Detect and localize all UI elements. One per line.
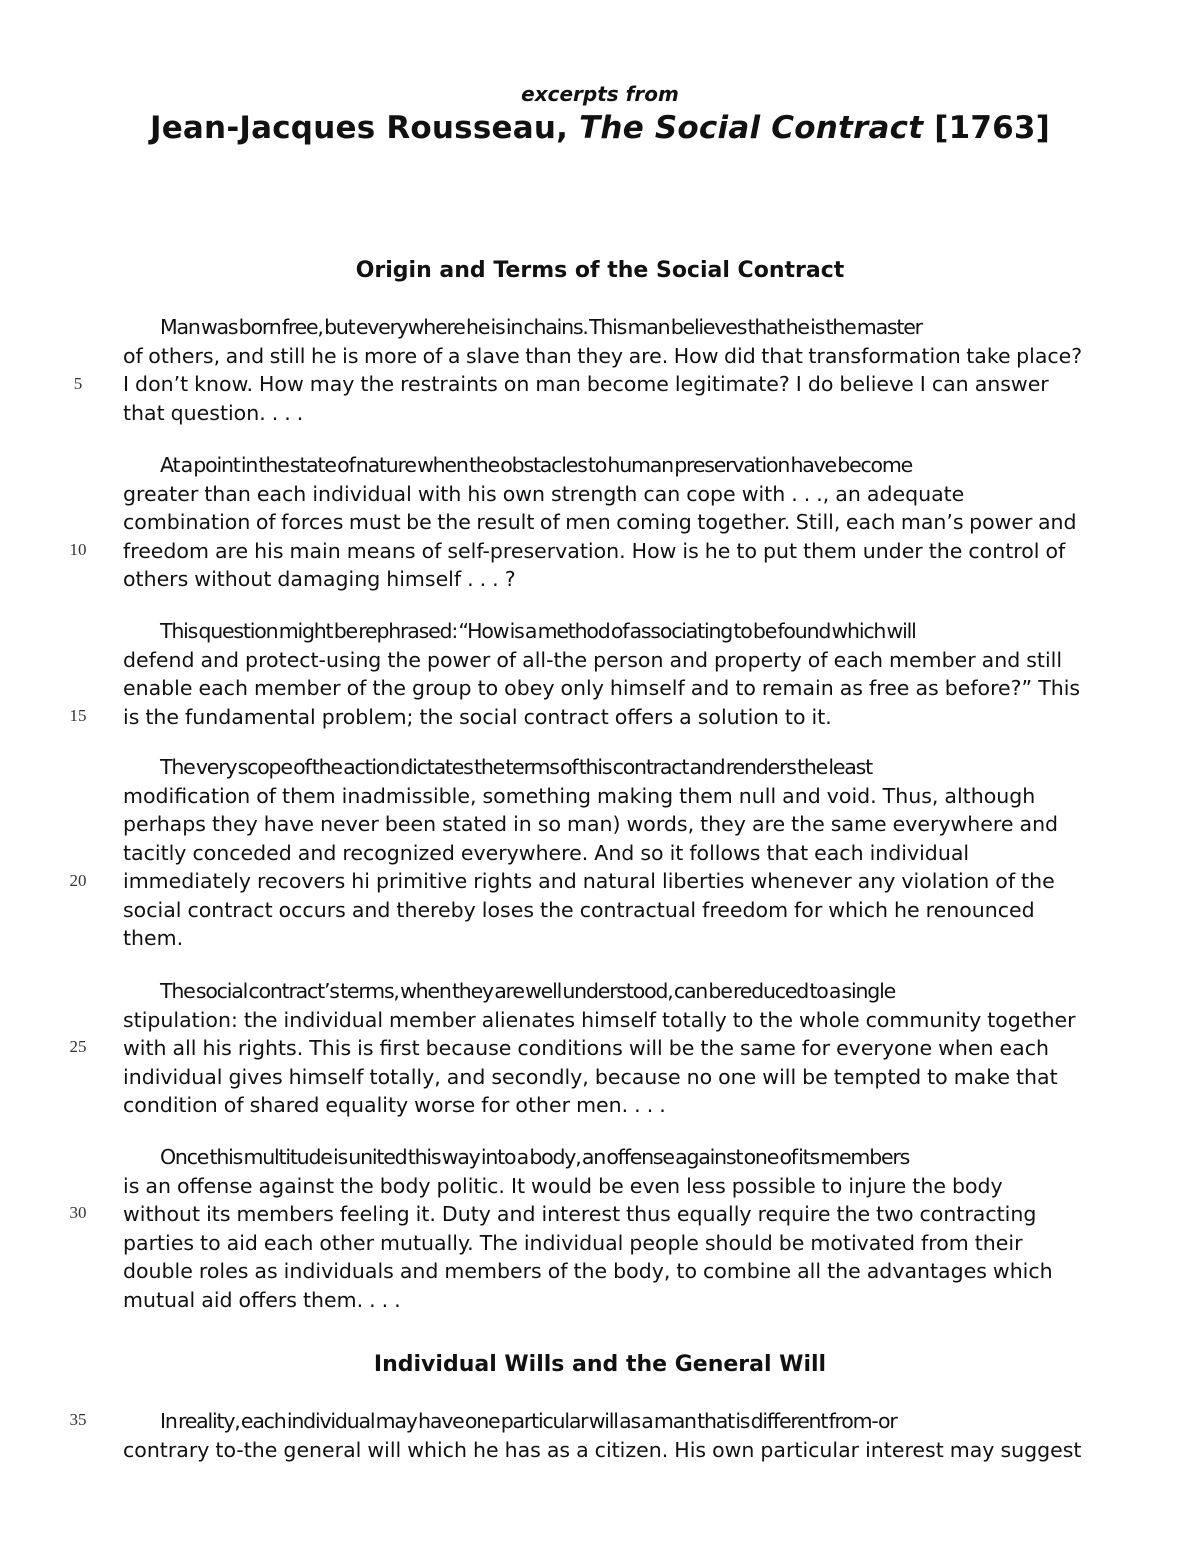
excerpt-kicker: excerpts from <box>521 82 679 106</box>
text-line: defend and protect-using the power of all-the person and property of each member and still <box>123 647 1063 672</box>
paragraph-4 <box>123 753 1083 953</box>
paragraph-2 <box>123 451 1083 594</box>
text-line: Once this multitude is united this way into a body, an offense against one of its members <box>160 1145 910 1169</box>
line-number: 10 <box>69 540 87 559</box>
paragraph-6 <box>123 1143 1083 1314</box>
text-line: parties to aid each other mutually. The individual people should be motivated from their <box>123 1230 1023 1255</box>
paragraph-3 <box>123 617 1083 731</box>
text-line: immediately recovers hi primitive rights and natural liberties whenever any violation of the <box>123 869 1055 893</box>
text-line: In reality, each individual may have one particular will as a man that is different from-or <box>160 1409 897 1433</box>
text-line: that question. . . . <box>123 400 304 425</box>
line-number: 30 <box>69 1203 87 1222</box>
text-line: modification of them inadmissible, something making them null and void. Thus, although <box>123 783 1036 808</box>
title-work: The Social Contract <box>579 110 924 146</box>
text-line: is the fundamental problem; the social contract offers a solution to it. <box>123 704 832 729</box>
text-line: I don’t know. How may the restraints on man become legitimate? I do believe I can answer <box>123 372 1049 396</box>
paragraph-7 <box>123 1407 1083 1464</box>
text-line: tacitly conceded and recognized everywhere. And so it follows that each individual <box>123 840 970 865</box>
text-line: individual gives himself totally, and secondly, because no one will be tempted to make that <box>123 1064 1058 1089</box>
text-line: The very scope of the action dictates the terms of this contract and renders the least <box>160 755 872 779</box>
text-line: others without damaging himself . . . ? <box>123 567 516 591</box>
text-line: stipulation: the individual member alienates himself totally to the whole community together <box>123 1007 1076 1032</box>
title-year: [1763] <box>923 110 1051 146</box>
text-line: of others, and still he is more of a slave than they are. How did that transformation take place? <box>123 343 1083 368</box>
text-line: freedom are his main means of self-preservation. How is he to put them under the control of <box>123 538 1066 563</box>
text-line: is an offense against the body politic. It would be even less possible to injure the body <box>123 1173 1003 1198</box>
section-heading-general-will: Individual Wills and the General Will <box>373 1352 827 1377</box>
text-line: perhaps they have never been stated in so man) words, they are the same everywhere and <box>123 812 1059 836</box>
section-heading-origin: Origin and Terms of the Social Contract <box>355 258 845 283</box>
text-line: without its members feeling it. Duty and interest thus equally require the two contracting <box>123 1202 1037 1226</box>
paragraph-1 <box>123 313 1083 427</box>
text-line: double roles as individuals and members of the body, to combine all the advantages which <box>123 1259 1053 1283</box>
text-line: This question might be rephrased: “How is a method of associating to be found which will <box>160 619 916 643</box>
line-number: 5 <box>73 374 83 393</box>
text-line: The social contract’s terms, when they are well understood, can be reduced to a single <box>160 979 896 1003</box>
line-number: 25 <box>69 1037 87 1056</box>
text-line: mutual aid offers them. . . . <box>123 1287 401 1312</box>
text-line: Man was born free, but everywhere he is in chains. This man believes that he is the master <box>160 315 922 339</box>
text-line: combination of forces must be the result of men coming together. Still, each man’s power and <box>123 510 1077 534</box>
line-number: 20 <box>69 871 87 890</box>
text-line: social contract occurs and thereby loses the contractual freedom for which he renounced <box>123 897 1035 922</box>
title-author: Jean-Jacques Rousseau, <box>149 110 580 146</box>
text-line: At a point in the state of nature when the obstacles to human preservation have become <box>160 453 913 477</box>
text-line: them. <box>123 926 184 950</box>
text-line: contrary to-the general will which he has as a citizen. His own particular interest may suggest <box>123 1437 1082 1462</box>
text-line: condition of shared equality worse for other men. . . . <box>123 1093 666 1117</box>
text-line: enable each member of the group to obey only himself and to remain as free as before?” This <box>123 676 1081 700</box>
paragraph-5 <box>123 977 1083 1120</box>
text-line: with all his rights. This is first because conditions will be the same for everyone when each <box>123 1036 1049 1060</box>
line-number: 15 <box>69 706 87 725</box>
text-line: greater than each individual with his own strength can cope with . . ., an adequate <box>123 481 965 506</box>
line-number: 35 <box>69 1410 87 1429</box>
document-title <box>0 110 1200 146</box>
